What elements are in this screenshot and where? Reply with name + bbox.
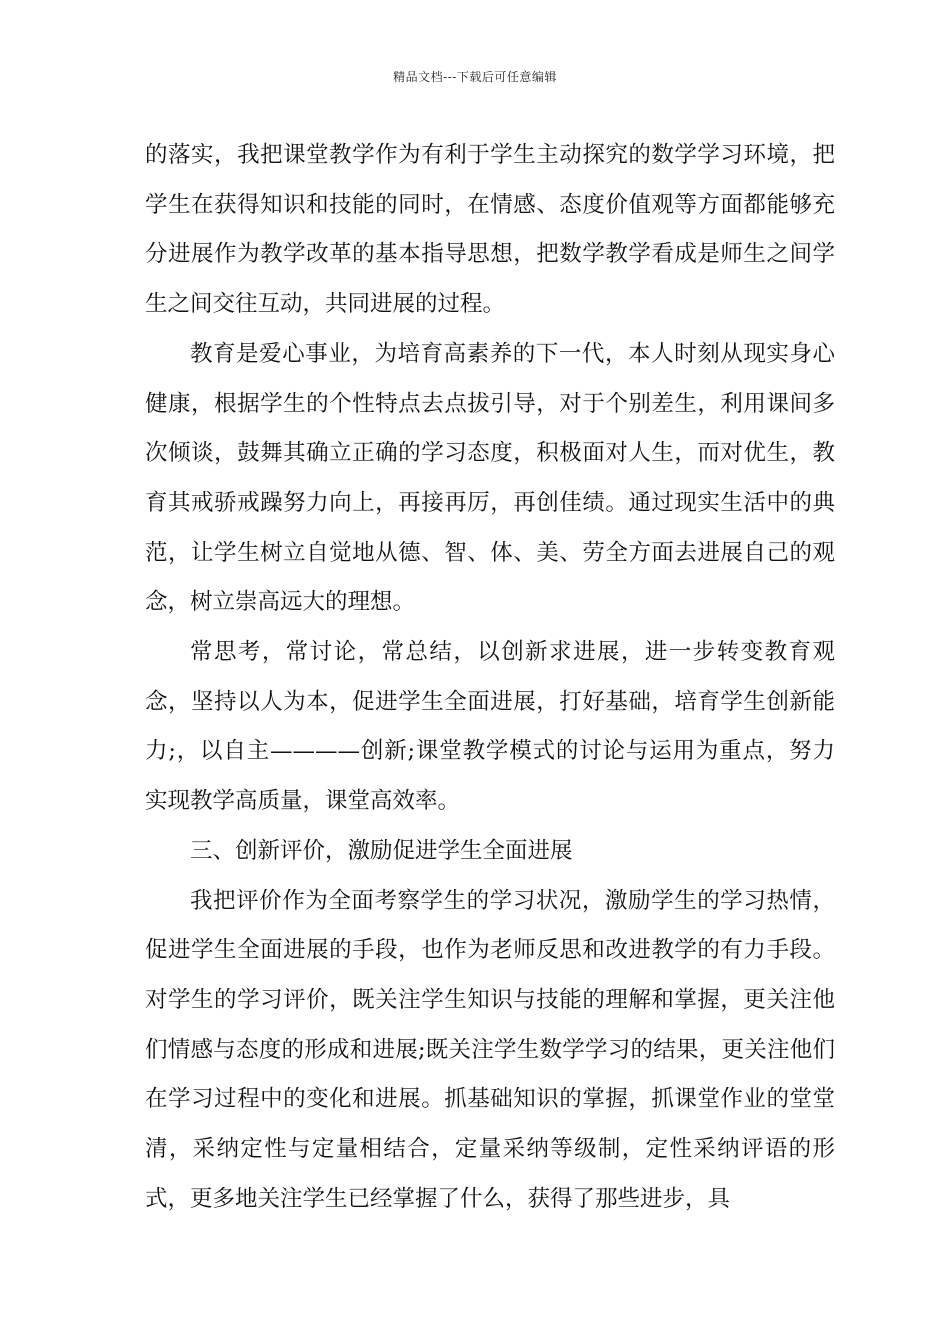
paragraph-1: 的落实，我把课堂教学作为有利于学生主动探究的数学学习环境，把学生在获得知识和技能的同时，在情感、态度价值观等方面都能够充分进展作为教学改革的基本指导思想，把数学教学看成是师生之间学生之间交往互动，共同进展的过程。: [145, 142, 835, 318]
paragraph-2: 教育是爱心事业，为培育高素养的下一代，本人时刻从现实身心健康，根据学生的个性特点去点拔引导，对于个别差生，利用课间多次倾谈，鼓舞其确立正确的学习态度，积极面对人生，而对优生，教育其戒骄戒躁努力向上，再接再厉，再创佳绩。通过现实生活中的典范，让学生树立自觉地从德、智、体、美、劳全方面去进展自己的观念，树立崇高远大的理想。: [145, 340, 835, 616]
paragraph-4: 我把评价作为全面考察学生的学习状况，激励学生的学习热情，促进学生全面进展的手段，也作为老师反思和改进教学的有力手段。对学生的学习评价，既关注学生知识与技能的理解和掌握，更关注他们情感与态度的形成和进展;既关注学生数学学习的结果，更关注他们在学习过程中的变化和进展。抓基础知识的掌握，抓课堂作业的堂堂清，采纳定性与定量相结合，定量采纳等级制，定性采纳评语的形式，更多地关注学生已经掌握了什么，获得了那些进步，具: [145, 887, 835, 1212]
document-body: [145, 131, 835, 1224]
section-heading: 三、创新评价，激励促进学生全面进展: [190, 837, 573, 864]
page-header: 精品文档---下载后可任意编辑: [393, 70, 557, 84]
paragraph-3: 常思考，常讨论，常总结，以创新求进展，进一步转变教育观念，坚持以人为本，促进学生全面进展，打好基础，培育学生创新能力;，以自主————创新;课堂教学模式的讨论与运用为重点，努力实现教学高质量，课堂高效率。: [145, 639, 835, 815]
